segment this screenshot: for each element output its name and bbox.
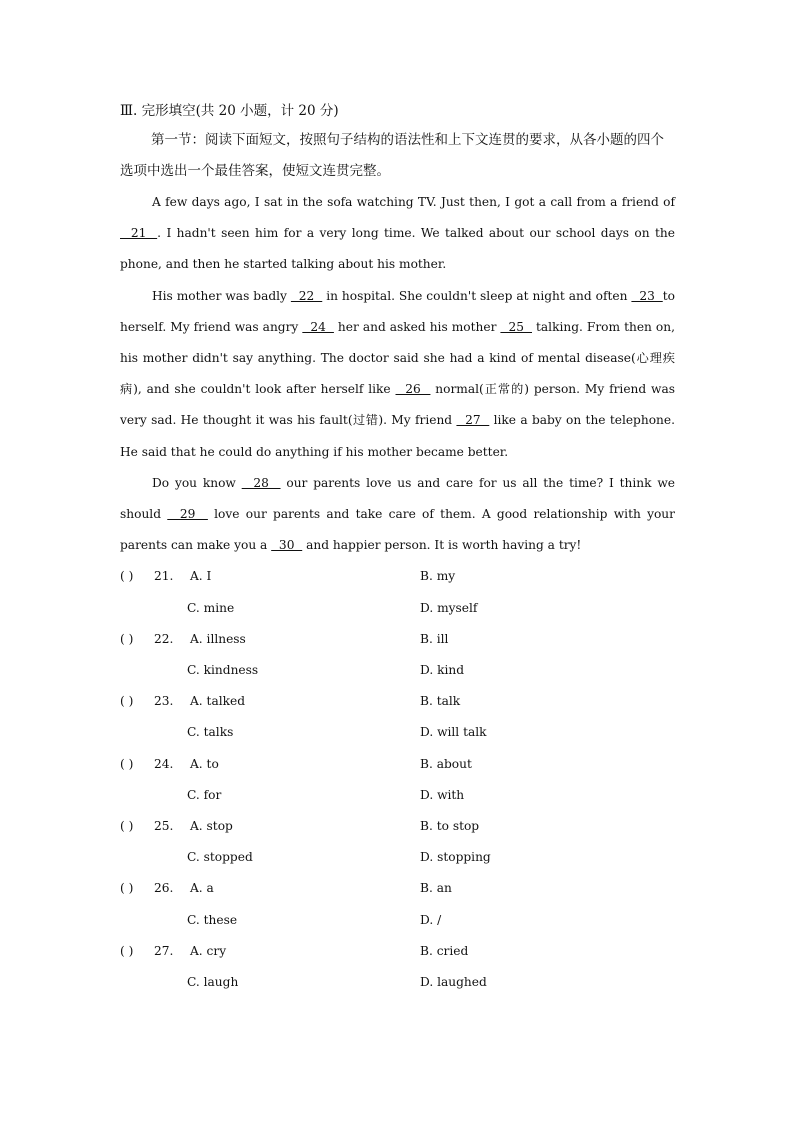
blank-24: 24: [302, 319, 334, 334]
option-a: A. to: [190, 756, 219, 771]
passage-text: like a baby on the telephone. He said that he could do anything if his mother became better.: [120, 413, 675, 459]
option-c: C. these: [187, 912, 238, 927]
option-row-cd: [120, 842, 675, 873]
section-title: Ⅲ. 完形填空(共 20 小题，计 20 分): [120, 103, 339, 119]
answer-parentheses[interactable]: ( ): [120, 694, 134, 709]
option-d: D. myself: [420, 600, 478, 615]
question-24: [120, 749, 675, 811]
option-c: C. laugh: [187, 974, 239, 989]
question-number: 22.: [154, 631, 174, 646]
question-number: 21.: [154, 569, 174, 584]
option-c: C. stopped: [187, 850, 253, 865]
option-d: D. stopping: [420, 850, 491, 865]
passage-text: in hospital. She couldn't sleep at night and often: [322, 288, 632, 303]
option-row-cd: [120, 780, 675, 811]
option-b: B. my: [420, 569, 456, 584]
passage-text: Do you know: [152, 475, 242, 490]
question-26: [120, 873, 675, 935]
option-row-ab: [120, 749, 675, 780]
option-d: D. with: [420, 787, 465, 802]
option-row-ab: [120, 686, 675, 717]
option-b: B. ill: [420, 631, 449, 646]
option-row-ab: [120, 624, 675, 655]
option-row-cd: [120, 655, 675, 686]
option-b: B. to stop: [420, 818, 480, 833]
question-number: 26.: [154, 881, 174, 896]
blank-25: 25: [500, 319, 532, 334]
option-b: B. about: [420, 756, 472, 771]
question-25: [120, 811, 675, 873]
passage-text: her and asked his mother: [333, 319, 501, 334]
option-a: A. talked: [190, 694, 246, 709]
passage-text: and happier person. It is worth having a try!: [302, 538, 582, 553]
blank-23: 23: [631, 288, 663, 303]
option-c: C. for: [187, 787, 222, 802]
passage-text: love our parents and take care of them. A good relationship with your parents can make you a: [120, 507, 675, 553]
option-row-ab: [120, 811, 675, 842]
option-row-cd: [120, 717, 675, 748]
option-a: A. illness: [190, 631, 246, 646]
option-a: A. a: [190, 881, 214, 896]
blank-28: 28: [241, 475, 281, 490]
option-c: C. kindness: [187, 663, 259, 677]
passage-text: to herself. My friend was angry: [120, 288, 675, 334]
passage-paragraph-2: [120, 281, 675, 468]
question-22: [120, 624, 675, 686]
option-a: A. I: [190, 569, 212, 584]
option-d: D. will talk: [420, 725, 487, 740]
passage-text: A few days ago, I sat in the sofa watching TV. Just then, I got a call from a friend of: [152, 195, 675, 209]
question-27: [120, 936, 675, 998]
question-number: 24.: [154, 756, 174, 771]
blank-21: 21: [120, 226, 158, 241]
option-row-cd: [120, 593, 675, 624]
blank-30: 30: [271, 538, 303, 553]
cloze-passage: [120, 187, 675, 561]
option-a: A. cry: [190, 943, 227, 958]
answer-parentheses[interactable]: ( ): [120, 569, 134, 584]
passage-text: His mother was badly: [152, 288, 291, 303]
option-b: B. cried: [420, 943, 469, 958]
passage-text: normal(正常的) person. My friend was very sad. He thought it was his fault(过错). My friend: [120, 382, 675, 428]
exam-page: [120, 99, 675, 998]
answer-parentheses[interactable]: ( ): [120, 943, 134, 958]
blank-22: 22: [290, 288, 323, 303]
blank-26: 26: [395, 382, 431, 397]
answer-parentheses[interactable]: ( ): [120, 756, 134, 771]
option-c: C. talks: [187, 725, 234, 740]
option-a: A. stop: [190, 818, 233, 833]
section-instruction: 第一节：阅读下面短文，按照句子结构的语法性和上下文连贯的要求，从各小题的四个选项中选出一个最佳答案，使短文连贯完整。: [120, 132, 664, 179]
option-b: B. an: [420, 881, 452, 896]
option-d: D. kind: [420, 663, 465, 677]
passage-text: talking. From then on, his mother didn't say anything. The doctor said she had a kind of mental disease(心理疾病), and she couldn't look after herself like: [120, 319, 675, 397]
blank-29: 29: [167, 507, 208, 522]
answer-parentheses[interactable]: ( ): [120, 881, 134, 896]
question-23: [120, 686, 675, 748]
question-number: 27.: [154, 943, 174, 958]
passage-text: . I hadn't seen him for a very long time. We talked about our school days on the phone, and then he started talking about his mother.: [120, 226, 675, 272]
option-row-cd: [120, 905, 675, 936]
answer-parentheses[interactable]: ( ): [120, 818, 134, 833]
answer-parentheses[interactable]: ( ): [120, 631, 134, 646]
option-b: B. talk: [420, 694, 461, 709]
blank-27: 27: [456, 413, 490, 428]
option-row-cd: [120, 967, 675, 998]
passage-paragraph-1: [120, 187, 675, 281]
question-number: 25.: [154, 818, 174, 833]
passage-paragraph-3: [120, 468, 675, 562]
option-d: D. laughed: [420, 974, 487, 989]
option-row-ab: [120, 561, 675, 592]
option-row-ab: [120, 936, 675, 967]
passage-text: our parents love us and care for us all the time? I think we should: [120, 475, 676, 522]
question-21: [120, 561, 675, 623]
option-d: D. /: [420, 912, 442, 927]
option-row-ab: [120, 873, 675, 904]
option-c: C. mine: [187, 600, 235, 615]
question-list: [120, 561, 675, 998]
question-number: 23.: [154, 694, 174, 709]
